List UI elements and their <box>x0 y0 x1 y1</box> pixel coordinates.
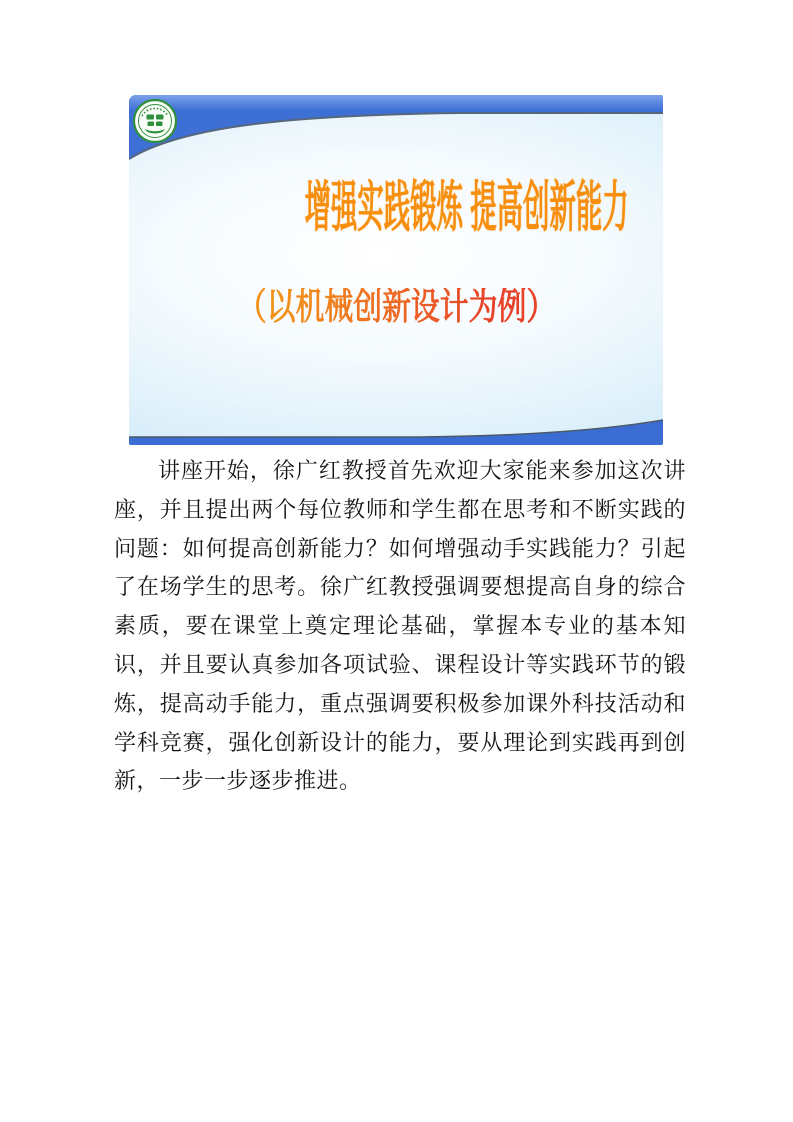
lecture-slide-image <box>129 95 663 445</box>
slide-bottom-band <box>129 419 663 445</box>
slide-title-row <box>129 176 663 238</box>
slide-top-band <box>129 95 663 165</box>
university-emblem-icon <box>132 98 178 144</box>
body-paragraph: 讲座开始，徐广红教授首先欢迎大家能来参加这次讲座，并且提出两个每位教师和学生都在思考和不断实践的问题：如何提高创新能力？如何增强动手实践能力？引起了在场学生的思考。徐广红教授强调要想提高自身的综合素质，要在课堂上奠定理论基础，掌握本专业的基本知识，并且要认真参加各项试验、课程设计等实践环节的锻炼，提高动手能力，重点强调要积极参加课外科技活动和学科竞赛，强化创新设计的能力，要从理论到实践再到创新，一步一步逐步推进。 <box>114 458 686 794</box>
top-band-rect <box>129 95 663 113</box>
bottom-band-shape <box>129 420 663 445</box>
slide-title: 增强实践锻炼 提高创新能力 <box>304 176 629 238</box>
slide-subtitle-row <box>129 288 663 327</box>
slide-subtitle: （以机械创新设计为例） <box>237 286 555 327</box>
